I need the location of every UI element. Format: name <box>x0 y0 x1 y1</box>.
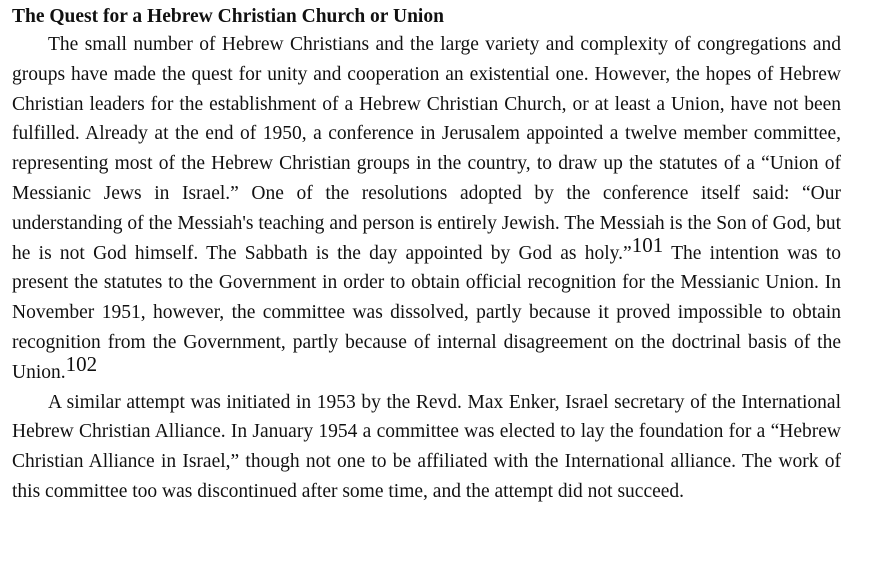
section-heading: The Quest for a Hebrew Christian Church or Union <box>12 6 444 27</box>
paragraph-1 <box>12 30 841 388</box>
paragraph-1-text-a: The small number of Hebrew Christians and the large variety and complexity of congregations and groups have made the quest for unity and cooperation an existential one. However, the hopes of Hebrew Christian leaders for the establishment of a Hebrew Christian Church, or at least a Union, have not been fulfilled. Already at the end of 1950, a conference in Jerusalem appointed a twelve member committee, representing most of the Hebrew Christian groups in the country, to draw up the statutes of a “Union of Messianic Jews in Israel.” One of the resolutions adopted by the conference itself said: “Our understanding of the Messiah's teaching and person is entirely Jewish. The Messiah is the Son of God, but he is not God himself. The Sabbath is the day appointed by God as holy.” <box>12 34 841 264</box>
footnote-ref-101[interactable]: 101 <box>631 232 664 257</box>
paragraph-2: A similar attempt was initiated in 1953 by the Revd. Max Enker, Israel secretary of the International Hebrew Christian Alliance. In January 1954 a committee was elected to lay the foundation for a “Hebrew Christian Alliance in Israel,” though not one to be affiliated with the International alliance. The work of this committee too was discontinued after some time, and the attempt did not succeed. <box>12 391 841 502</box>
paragraph-1-text-b: The intention was to present the statutes to the Government in order to obtain official recognition for the Messianic Union. In November 1951, however, the committee was dissolved, partly because it proved impossible to obtain recognition from the Government, partly because of internal disagreement on the doctrinal basis of the Union. <box>12 242 841 383</box>
footnote-ref-102[interactable]: 102 <box>65 351 98 376</box>
document-page <box>12 4 841 507</box>
